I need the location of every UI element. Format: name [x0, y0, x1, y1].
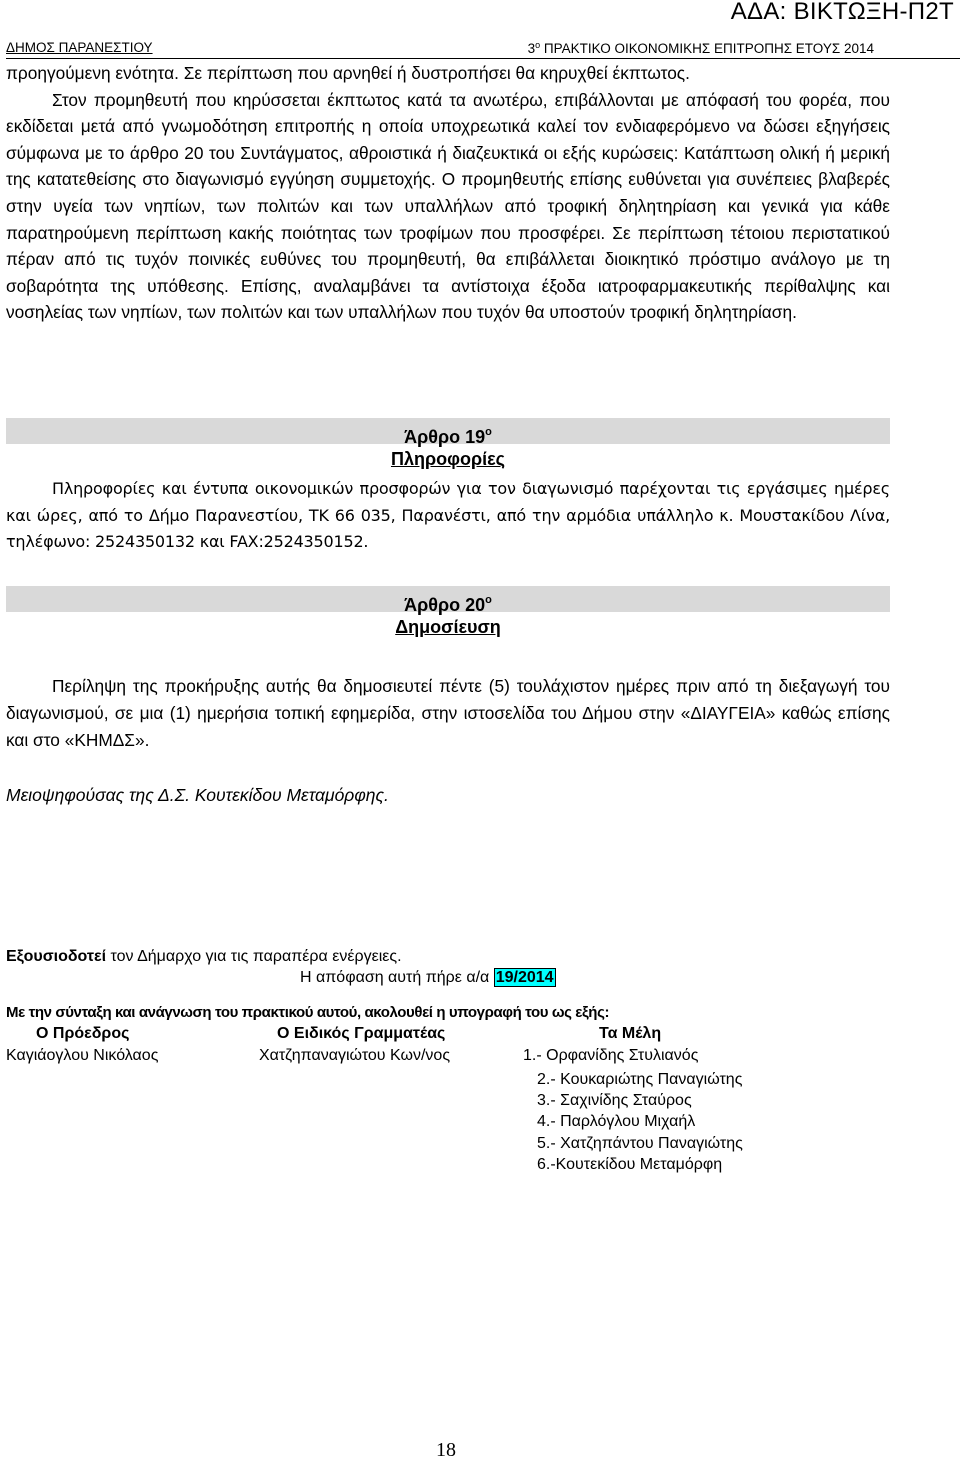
minority-note: Μειοψηφούσας της Δ.Σ. Κουτεκίδου Μεταμόρφης. [6, 785, 389, 805]
intro-line: προηγούμενη ενότητα. Σε περίπτωση που αρνηθεί ή δυστροπήσει θα κηρυχθεί έκπτωτος. [6, 63, 690, 83]
member-2: 2.- Κουκαριώτης Παναγιώτης [537, 1071, 743, 1088]
president-label: Ο Πρόεδρος [36, 1025, 130, 1042]
ordinal-sup: ο [535, 40, 541, 50]
intro-paragraph: Στον προμηθευτή που κηρύσσεται έκπτωτος κατά τα ανωτέρω, επιβάλλονται με απόφασή του φορέα, που εκδίδεται μετά από γνωμοδότηση επιτροπής η οποία υποχρεωτικά καλεί τον ενδιαφερόμενο να δώσει εξηγήσεις σύμφωνα με το άρθρο 20 του Συντάγματος, αθροιστικά ή διαζευκτικά οι εξής κυρώσεις: Κατάπτωση ολική ή μερική της κατατεθείσης στο διαγωνισμό εγγύηση συμμετοχής. Ο προμηθευτής επίσης ευθύνεται για συνέπειες βλαβερές στην υγεία των νηπίων, των πολιτών και των υπαλλήλων από τροφική δηλητηρίαση και γενικά για κάθε παρατηρούμενη περίπτωση κακής ποιότητας των τροφίμων που προσφέρει. Σε περίπτωση τέτοιου περιστατικού πέραν από τις τυχόν ποινικές ευθύνες του προμηθευτή, θα επιβάλλεται διοικητικό πρόστιμο ανάλογο με τη σοβαρότητα της υπόθεσης. Επίσης, αναλαμβάνει τα αντίστοιχα έξοδα ιατροφαρμακευτικής περίθαλψης και νοσηλείας των νηπίων, των πολιτών και των υπαλλήλων που τυχόν θα υποστούν τροφική δηλητηρίαση. [6, 89, 890, 323]
authorization-bold: Εξουσιοδοτεί [6, 948, 107, 965]
article-20-title-text: Άρθρο 20 [404, 595, 486, 615]
member-1: 1.- Ορφανίδης Στυλιανός [523, 1047, 699, 1064]
member-4: 4.- Παρλόγλου Μιχαήλ [537, 1113, 696, 1131]
secretary-label: Ο Ειδικός Γραμματέας [277, 1025, 446, 1042]
article-20-sup: ο [485, 594, 492, 606]
minutes-number: 3 [527, 41, 536, 56]
member-6: 6.-Κουτεκίδου Μεταμόρφη [537, 1155, 723, 1173]
ada-code: ΑΔΑ: ΒΙΚΤΩΞΗ-Π2Τ [730, 0, 954, 25]
signatures-intro: Με την σύνταξη και ανάγνωση του πρακτικού αυτού, ακολουθεί η υπογραφή του ως εξής: [6, 1004, 610, 1021]
member-3: 3.- Σαχινίδης Σταύρος [537, 1092, 692, 1110]
page-number: 18 [436, 1439, 456, 1461]
authorization-text: τον Δήμαρχο για τις παραπέρα ενέργειες. [106, 948, 402, 965]
article-20-subtitle: Δημοσίευση [395, 617, 501, 637]
article-19-paragraph: Πληροφορίες και έντυπα οικονομικών προσφορών για τον διαγωνισμό παρέχονται τις εργάσιμες ημέρες και ώρες, από το Δήμο Παρανεστίου, ΤΚ 66 035, Παρανέστι, από την αρμόδια υπάλληλο κ. Μουστακίδου Λίνα, τηλέφωνο: 2524350132 και FAX:2524350152. [6, 479, 890, 552]
header-rule [6, 58, 960, 59]
article-20-paragraph: Περίληψη της προκήρυξης αυτής θα δημοσιευτεί πέντε (5) τουλάχιστον ημέρες πριν από τη διεξαγωγή του διαγωνισμού, σε μια (1) ημερήσια τοπική εφημερίδα, στην ιστοσελίδα του Δήμου στην «ΔΙΑΥΓΕΙΑ» καθώς επίσης και στο «ΚΗΜΔΣ». [6, 676, 890, 750]
members-list [537, 1069, 743, 1175]
article-19-body [6, 476, 890, 556]
authorization-line [6, 948, 402, 966]
decision-text: Η απόφαση αυτή πήρε α/α [300, 969, 494, 986]
minutes-title-text: ΠΡΑΚΤΙΚΟ ΟΙΚΟΝΟΜΙΚΗΣ ΕΠΙΤΡΟΠΗΣ ΕΤΟΥΣ 2014 [540, 41, 874, 56]
decision-number: 19/2014 [495, 969, 554, 986]
members-label: Τα Μέλη [599, 1025, 662, 1042]
article-19-title-text: Άρθρο 19 [404, 427, 486, 447]
president-name: Καγιάογλου Νικόλαος [6, 1047, 159, 1064]
article-20-body [6, 673, 890, 754]
member-5: 5.- Χατζηπάντου Παναγιώτης [537, 1134, 743, 1152]
minutes-title [528, 40, 874, 56]
decision-line [300, 969, 556, 987]
municipality-name: ΔΗΜΟΣ ΠΑΡΑΝΕΣΤΙΟΥ [6, 40, 153, 55]
intro-section [6, 60, 890, 326]
article-19-subtitle: Πληροφορίες [390, 449, 506, 469]
secretary-name: Χατζηπαναγιώτου Κων/νος [259, 1047, 451, 1064]
article-19-sup: ο [485, 426, 492, 438]
